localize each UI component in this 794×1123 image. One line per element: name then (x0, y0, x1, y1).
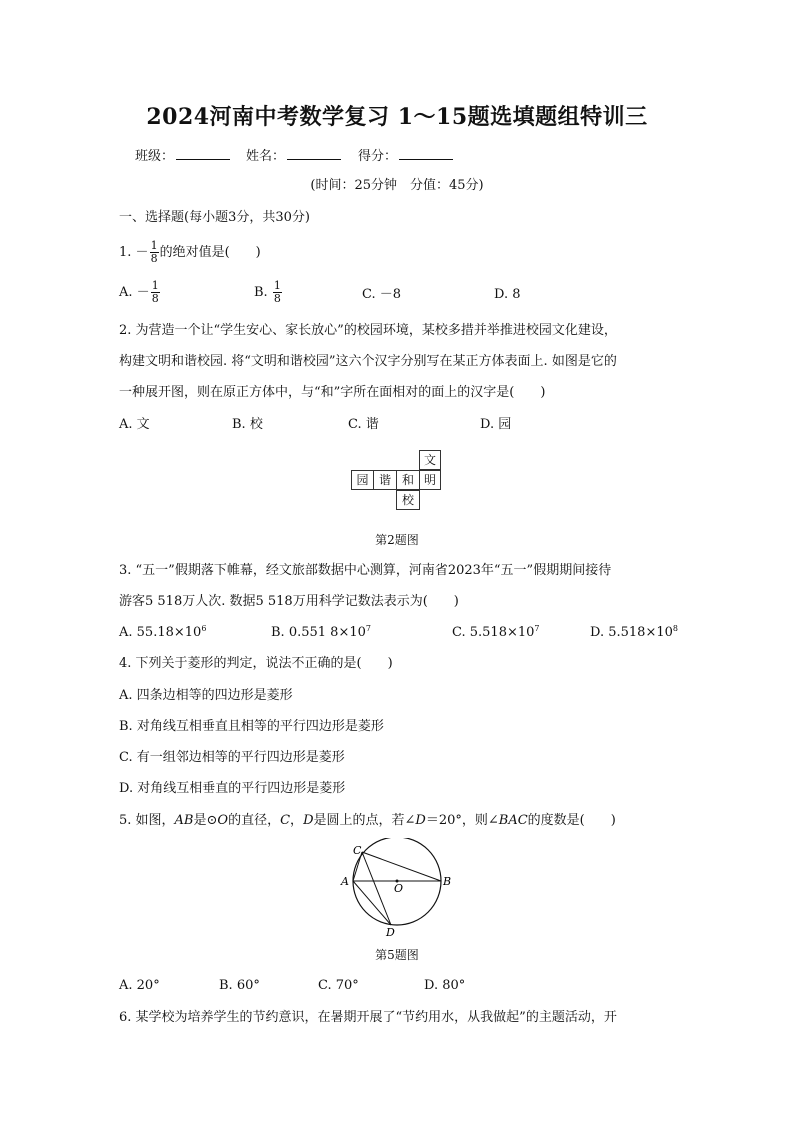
q5-option-c[interactable]: C. 70° (318, 978, 359, 993)
q5-var-bac: BAC (498, 813, 528, 828)
name-label: 姓名： (246, 149, 286, 164)
net-cell-3: 和 (396, 470, 420, 490)
q3-option-b[interactable] (271, 625, 371, 641)
q5-var-o: O (217, 813, 229, 828)
q5-var-d2: D (415, 813, 426, 828)
q1-number: 1. (119, 245, 132, 260)
q4-option-d[interactable]: D. 对角线互相垂直的平行四边形是菱形 (119, 781, 346, 796)
q5-text-5: 是圆上的点，若∠ (313, 813, 416, 828)
net-cell-bottom: 校 (396, 490, 420, 510)
chord-cb (362, 852, 441, 881)
q3-optb-base: B. 0.551 8×10 (271, 625, 366, 640)
class-label: 班级： (135, 149, 175, 164)
label-c: C (353, 844, 362, 857)
q2-option-d[interactable]: D. 园 (480, 417, 512, 432)
score-label: 得分： (358, 149, 398, 164)
score-field (358, 147, 453, 165)
q1-stem (119, 240, 261, 266)
q5-text-7: 的度数是( ) (527, 813, 616, 828)
q2-option-c[interactable]: C. 谐 (348, 417, 379, 432)
q3-optd-base: D. 5.518×10 (590, 625, 673, 640)
q3-line-2: 游客5 518万人次. 数据5 518万用科学记数法表示为( ) (119, 594, 459, 609)
q1-optb-den: 8 (273, 292, 281, 305)
net-cell-top: 文 (419, 450, 441, 470)
q4-option-c[interactable]: C. 有一组邻边相等的平行四边形是菱形 (119, 750, 345, 765)
label-d: D (386, 926, 395, 938)
q3-optc-base: C. 5.518×10 (452, 625, 535, 640)
q3-optd-exp: 8 (672, 624, 678, 633)
q1-frac-den: 8 (150, 252, 158, 265)
q1-optb-num: 1 (273, 279, 281, 292)
q1-suffix: 的绝对值是( ) (159, 245, 261, 260)
q3-line-1: 3. “五一”假期落下帷幕，经文旅部数据中心测算，河南省2023年“五一”假期期间接待 (119, 563, 612, 578)
q2-line-1: 2. 为营造一个让“学生安心、家长放心”的校园环境，某校多措并举推进校园文化建设， (119, 323, 617, 338)
q3-opta-exp: 6 (201, 624, 207, 633)
figure-2-caption: 第2题图 (375, 533, 419, 547)
q5-text-6: ＝20°，则∠ (425, 813, 499, 828)
q5-var-c: C (280, 813, 291, 828)
q5-text-3: 的直径， (228, 813, 281, 828)
q2-option-b[interactable]: B. 校 (232, 417, 263, 432)
q3-option-c[interactable] (452, 625, 540, 641)
q3-option-a[interactable] (119, 625, 206, 641)
q1-opta-num: 1 (151, 279, 159, 292)
circle-figure (335, 838, 460, 938)
score-blank[interactable] (399, 147, 453, 160)
label-o: O (394, 882, 404, 895)
net-cell-1: 园 (351, 470, 374, 490)
q5-stem (119, 813, 616, 829)
label-a: A (341, 875, 349, 888)
q1-option-d[interactable]: D. 8 (494, 287, 521, 302)
q3-optc-exp: 7 (534, 624, 540, 633)
q1-option-a[interactable] (119, 280, 161, 306)
q6-line-1: 6. 某学校为培养学生的节约意识，在暑期开展了“节约用水，从我做起”的主题活动，开 (119, 1010, 617, 1025)
q5-option-b[interactable]: B. 60° (219, 978, 260, 993)
q1-opta-label: A. (119, 285, 133, 300)
section-heading: 一、选择题(每小题3分，共30分) (119, 210, 310, 225)
chord-cd (362, 852, 391, 925)
q2-line-3: 一种展开图，则在原正方体中，与“和”字所在面相对的面上的汉字是( ) (119, 385, 546, 400)
q4-option-a[interactable]: A. 四条边相等的四边形是菱形 (119, 688, 293, 703)
q5-text-4: ， (290, 813, 304, 828)
q3-opta-base: A. 55.18×10 (119, 625, 202, 640)
q1-fraction (150, 240, 159, 265)
q4-option-b[interactable]: B. 对角线互相垂直且相等的平行四边形是菱形 (119, 719, 384, 734)
q5-option-a[interactable]: A. 20° (119, 978, 160, 993)
name-blank[interactable] (287, 147, 341, 160)
label-b: B (443, 875, 452, 888)
figure-5-caption: 第5题图 (375, 948, 419, 962)
q5-option-d[interactable]: D. 80° (424, 978, 466, 993)
name-field (246, 147, 341, 165)
q2-option-a[interactable]: A. 文 (119, 417, 150, 432)
net-cell-4: 明 (419, 470, 441, 490)
page-title: 2024河南中考数学复习 1～15题选填题组特训三 (146, 104, 648, 130)
q5-text-1: 5. 如图， (119, 813, 175, 828)
q1-frac-num: 1 (150, 239, 158, 252)
q1-optb-label: B. (254, 285, 268, 300)
q1-option-c[interactable]: C. －8 (362, 287, 402, 302)
q1-sign: － (135, 245, 149, 260)
q3-optb-exp: 7 (365, 624, 371, 633)
q2-line-2: 构建文明和谐校园. 将“文明和谐校园”这六个汉字分别写在某正方体表面上. 如图是它的 (119, 354, 617, 369)
q3-option-d[interactable] (590, 625, 678, 641)
net-cell-2: 谐 (373, 470, 397, 490)
q1-option-b[interactable] (254, 280, 283, 306)
q5-var-ab: AB (174, 813, 194, 828)
q1-opta-fraction (151, 280, 160, 305)
q4-stem: 4. 下列关于菱形的判定，说法不正确的是( ) (119, 656, 393, 671)
q5-text-2: 是⊙ (193, 813, 218, 828)
time-info: (时间：25分钟 分值：45分) (310, 178, 484, 193)
class-field (135, 147, 230, 165)
q1-opta-sign: － (136, 285, 150, 300)
q1-opta-den: 8 (151, 292, 159, 305)
class-blank[interactable] (176, 147, 230, 160)
q5-var-d: D (303, 813, 314, 828)
q1-optb-fraction (273, 280, 282, 305)
